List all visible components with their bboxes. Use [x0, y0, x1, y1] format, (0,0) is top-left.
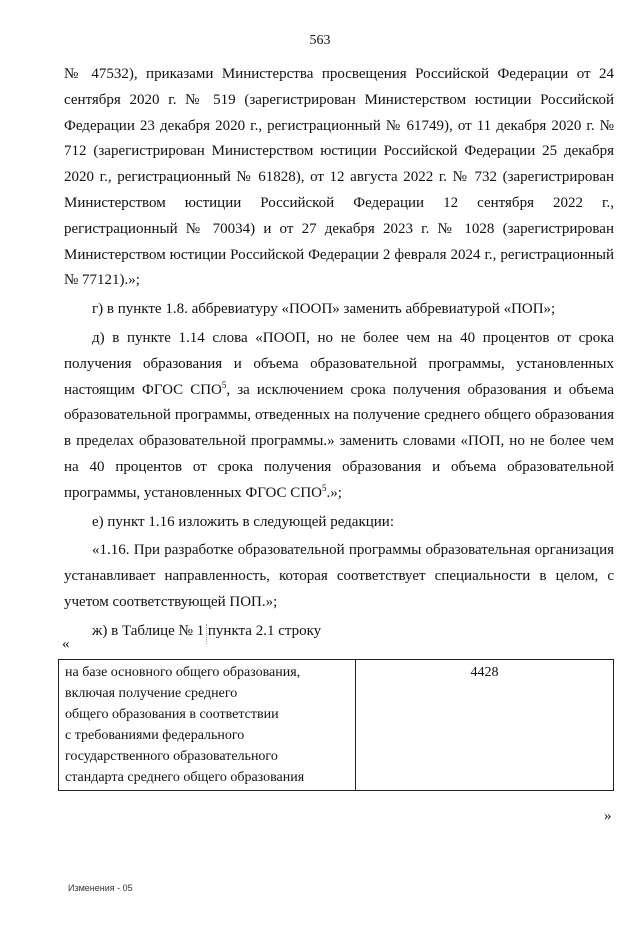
- scan-artifact: [206, 624, 209, 644]
- table-cell-line: государственного образовательного: [65, 749, 278, 764]
- table-cell-value: 4428: [470, 665, 499, 680]
- footnote-ref: 5: [221, 379, 227, 390]
- table-cell-line: общего образования в соответствии: [65, 707, 279, 722]
- paragraph-orders: № 47532), приказами Министерства просвещения Российской Федерации от 24 сентября 2020 г. № 519 (зарегистрирован Министерством юстиции Российской Федерации 23 декабря 2020 г., регистрационный № 61749), от 11 декабря 2020 г. № 712 (зарегистрирован Министерством юстиции Российской Федерации 25 декабря 2020 г., регистрационный № 61828), от 12 августа 2022 г. № 732 (зарегистрирован Министерством юстиции Российской Федерации 12 сентября 2022 г., регистрационный № 70034) и от 27 декабря 2023 г. № 1028 (зарегистрирован Министерством юстиции Российской Федерации 2 февраля 2024 г., регистрационный № 77121).»;: [64, 66, 614, 289]
- table-cell-line: с требованиями федерального: [65, 728, 245, 743]
- paragraph-d: [64, 326, 614, 507]
- paragraph-zh: ж) в Таблице № 1 пункта 2.1 строку: [92, 622, 322, 639]
- footnote-ref: 5: [321, 482, 327, 493]
- table-cell-line: на базе основного общего образования,: [65, 665, 301, 680]
- table-cell-description: [59, 660, 356, 790]
- table-cell-line: стандарта среднего общего образования: [65, 770, 305, 785]
- table-cell-line: включая получение среднего: [65, 686, 238, 701]
- paragraph-g: г) в пункте 1.8. аббревиатуру «ПООП» заменить аббревиатурой «ПОП»;: [92, 301, 556, 318]
- paragraph-d-part3: .»;: [326, 484, 342, 501]
- paragraph-e: е) пункт 1.16 изложить в следующей редакции:: [92, 513, 394, 530]
- page-number: 563: [309, 33, 331, 48]
- paragraph-d-part1: д) в пункте 1.14 слова «ПООП, но не более чем на 40 процентов от срока получения образования и объема образовательной программы, установленных настоящим ФГОС СПО: [64, 329, 614, 398]
- document-body: [64, 62, 614, 648]
- open-quote: «: [62, 636, 70, 652]
- table-row: [58, 659, 614, 791]
- close-quote: »: [604, 808, 612, 824]
- footer-note: Изменения - 05: [68, 883, 133, 893]
- paragraph-1-16: «1.16. При разработке образовательной программы образовательная организация устанавливает направленность, которая соответствует специальности в целом, с учетом соответствующей ПОП.»;: [64, 542, 614, 610]
- paragraph-d-part2: , за исключением срока получения образования и объема образовательной программы, отведенных на получение среднего общего образования в пределах образовательной программы.» заменить словами «ПОП, но не более чем на 40 процентов от срока получения образования и объема образовательной программы, установленных ФГОС СПО: [64, 381, 614, 501]
